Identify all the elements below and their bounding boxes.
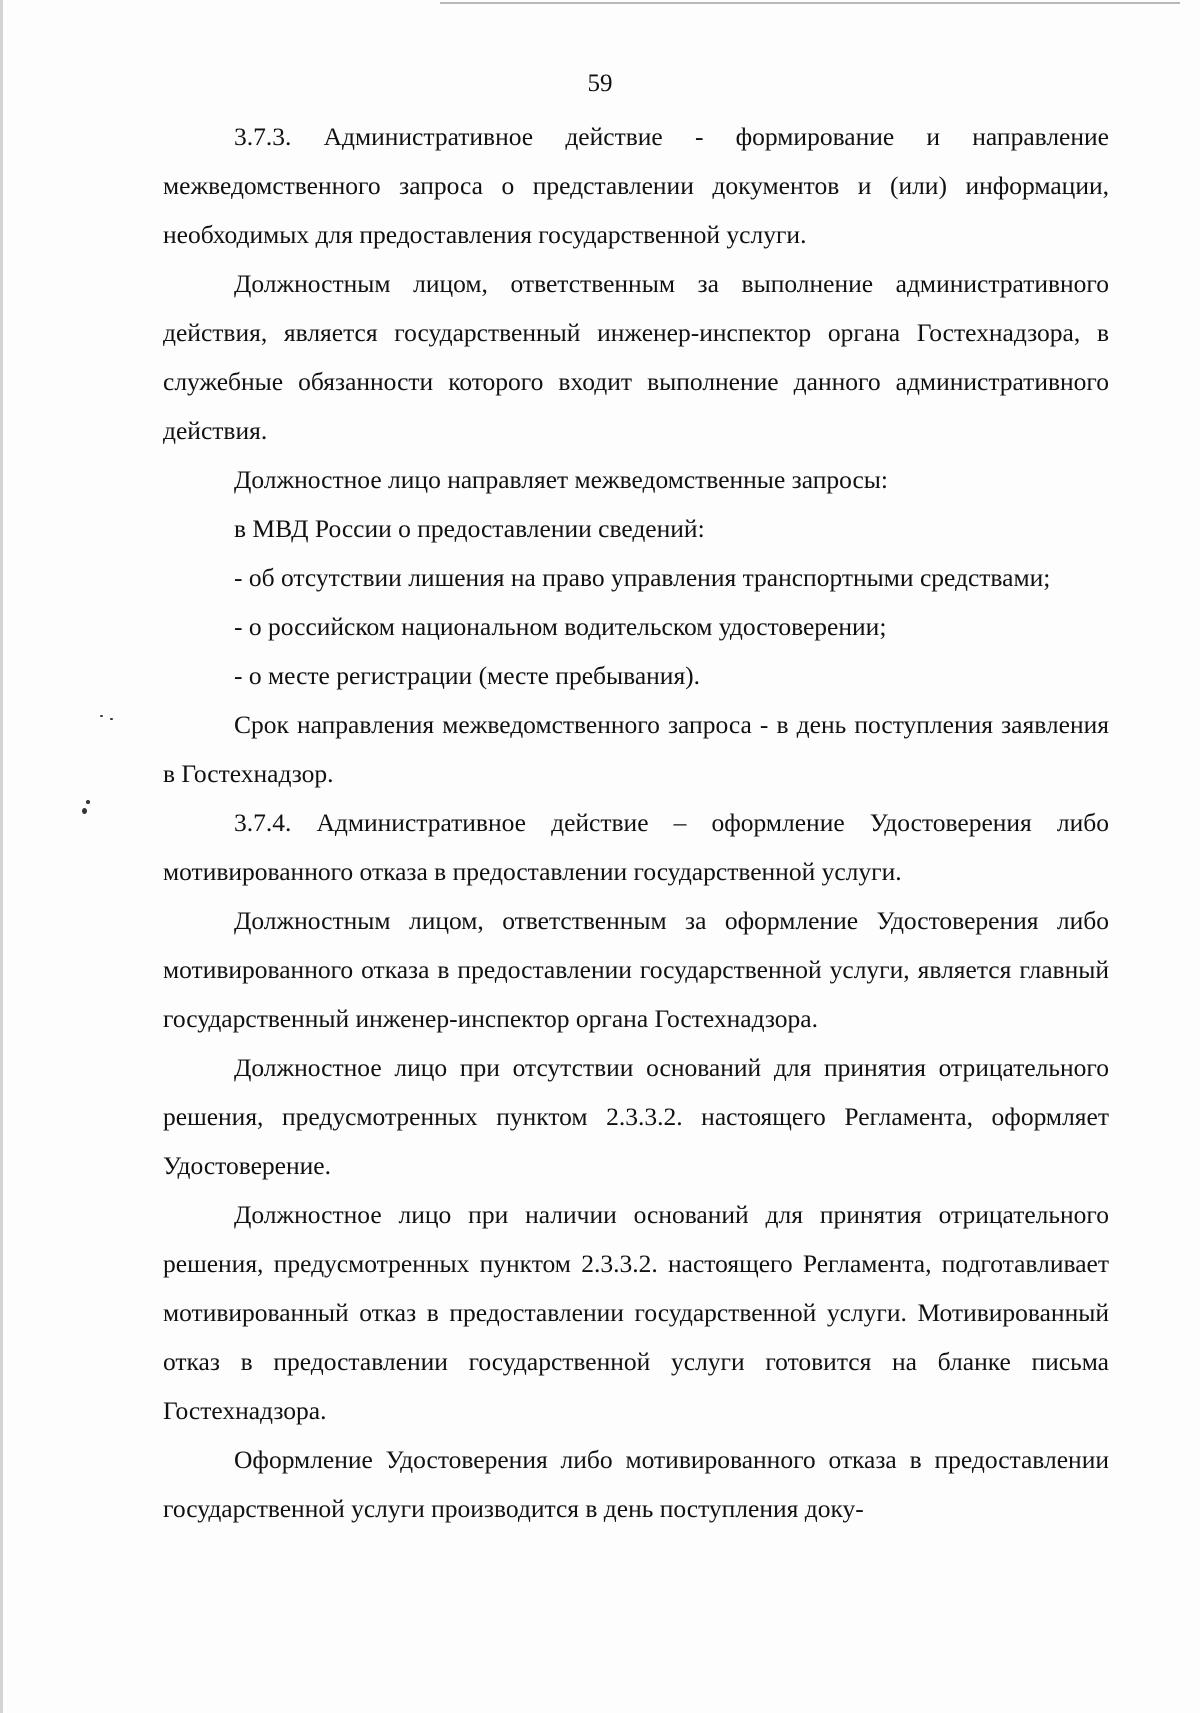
scan-speck [100, 715, 103, 717]
paragraph-mvd: в МВД России о предоставлении сведений: [234, 514, 705, 543]
scan-speck [86, 800, 90, 804]
paragraph-request-deadline: Срок направления межведомственного запроса - в день поступления заявления в Гостехнадзор. [163, 710, 1109, 788]
paragraph-3-7-3: 3.7.3. Административное действие - формирование и направление межведомственного запроса о представлении документов и (или) информации, необходимых для предоставления государственной услуги. [163, 122, 1109, 249]
scan-left-edge [0, 0, 3, 1713]
list-item-registration: - о месте регистрации (месте пребывания). [234, 661, 701, 690]
paragraph-3-7-4: 3.7.4. Административное действие – оформление Удостоверения либо мотивированного отказа в предоставлении государственной услуги. [163, 808, 1109, 886]
page-number: 59 [587, 70, 613, 97]
scan-speck [82, 808, 87, 814]
scan-speck [110, 718, 113, 720]
paragraph-chief-inspector: Должностным лицом, ответственным за оформление Удостоверения либо мотивированного отказа в предоставлении государственной услуги, является главный государственный инженер-инспектор органа Гостехнадзора. [163, 906, 1109, 1033]
paragraph-refusal: Должностное лицо при наличии оснований для принятия отрицательного решения, предусмотренных пунктом 2.3.3.2. настоящего Регламента, подготавливает мотивированный отказ в предоставлении государственной услуги. Мотивированный отказ в предоставлении государственной услуги готовится на бланке письма Гостехнадзора. [163, 1200, 1109, 1425]
paragraph-processing-day: Оформление Удостоверения либо мотивированного отказа в предоставлении государственной услуги производится в день поступления доку- [163, 1445, 1109, 1523]
scan-top-rule [440, 2, 1180, 4]
document-text [163, 112, 1109, 1533]
paragraph-issue-certificate: Должностное лицо при отсутствии оснований для принятия отрицательного решения, предусмотренных пунктом 2.3.3.2. настоящего Регламента, оформляет Удостоверение. [163, 1053, 1109, 1180]
paragraph-requests-intro: Должностное лицо направляет межведомственные запросы: [234, 465, 889, 494]
list-item-deprivation: - об отсутствии лишения на право управления транспортными средствами; [234, 563, 1051, 592]
paragraph-responsible-official: Должностным лицом, ответственным за выполнение административного действия, является государственный инженер-инспектор органа Гостехнадзора, в служебные обязанности которого входит выполнение данного административного действия. [163, 269, 1109, 445]
list-item-license: - о российском национальном водительском удостоверении; [234, 612, 887, 641]
